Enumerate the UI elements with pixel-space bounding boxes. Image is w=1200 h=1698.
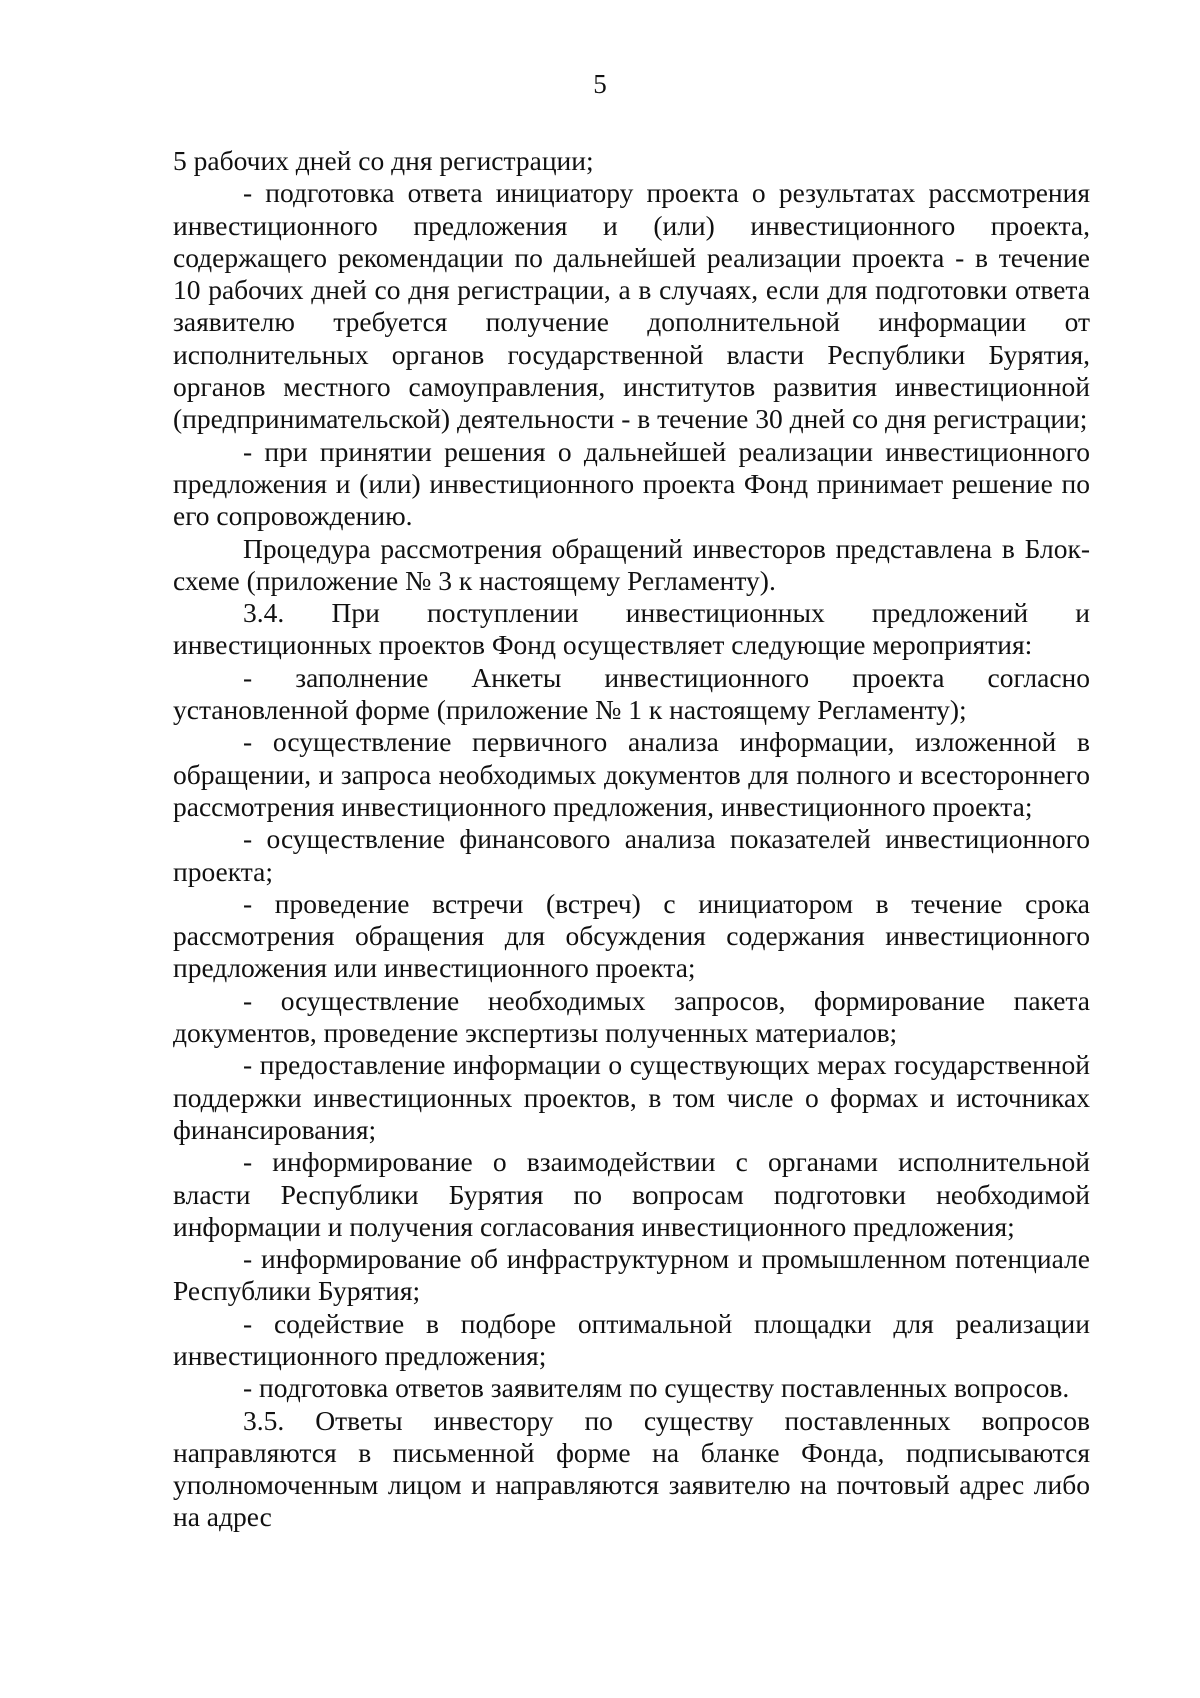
paragraph: 5 рабочих дней со дня регистрации; (173, 145, 594, 176)
paragraph: - при принятии решения о дальнейшей реализации инвестиционного предложения и (или) инвестиционного проекта Фонд принимает решение по его сопровождению. (173, 435, 1090, 532)
paragraph: - подготовка ответов заявителям по существу поставленных вопросов. (243, 1372, 1070, 1404)
document-body (173, 145, 1090, 1534)
paragraph: - содействие в подборе оптимальной площадки для реализации инвестиционного предложения; (173, 1307, 1090, 1371)
page-number: 5 (593, 69, 607, 99)
paragraph: - проведение встречи (встреч) с инициатором в течение срока рассмотрения обращения для обсуждения содержания инвестиционного предложения или инвестиционного проекта; (173, 887, 1090, 984)
paragraph: - осуществление необходимых запросов, формирование пакета документов, проведение экспертизы полученных материалов; (173, 984, 1090, 1049)
paragraph: - осуществление финансового анализа показателей инвестиционного проекта; (173, 823, 1090, 887)
paragraph: Процедура рассмотрения обращений инвесторов представлена в Блок-схеме (приложение № 3 к настоящему Регламенту). (173, 532, 1090, 596)
paragraph: 3.5. Ответы инвестору по существу поставленных вопросов направляются в письменной форме на бланке Фонда, подписываются уполномоченным лицом и направляются заявителю на почтовый адрес либо на адрес (173, 1404, 1090, 1533)
paragraph: 3.4. При поступлении инвестиционных предложений и инвестиционных проектов Фонд осуществляет следующие мероприятия: (173, 597, 1090, 661)
paragraph: - предоставление информации о существующих мерах государственной поддержки инвестиционных проектов, в том числе о формах и источниках финансирования; (173, 1049, 1090, 1145)
paragraph: - информирование о взаимодействии с органами исполнительной власти Республики Бурятия по вопросам подготовки необходимой информации и получения согласования инвестиционного предложения; (173, 1146, 1090, 1242)
paragraph: - подготовка ответа инициатору проекта о результатах рассмотрения инвестиционного предложения и (или) инвестиционного проекта, содержащего рекомендации по дальнейшей реализации проекта - в течение 10 рабочих дней со дня регистрации, а в случаях, если для подготовки ответа заявителю требуется получение дополнительной информации от исполнительных органов государственной власти Республики Бурятия, органов местного самоуправления, институтов развития инвестиционной (предпринимательской) деятельности - в течение 30 дней со дня регистрации; (173, 177, 1090, 435)
paragraph: - заполнение Анкеты инвестиционного проекта согласно установленной форме (приложение № 1 к настоящему Регламенту); (173, 661, 1090, 726)
paragraph: - информирование об инфраструктурном и промышленном потенциале Республики Бурятия; (173, 1243, 1090, 1307)
paragraph: - осуществление первичного анализа информации, изложенной в обращении, и запроса необходимых документов для полного и всестороннего рассмотрения инвестиционного предложения, инвестиционного проекта; (173, 726, 1090, 822)
